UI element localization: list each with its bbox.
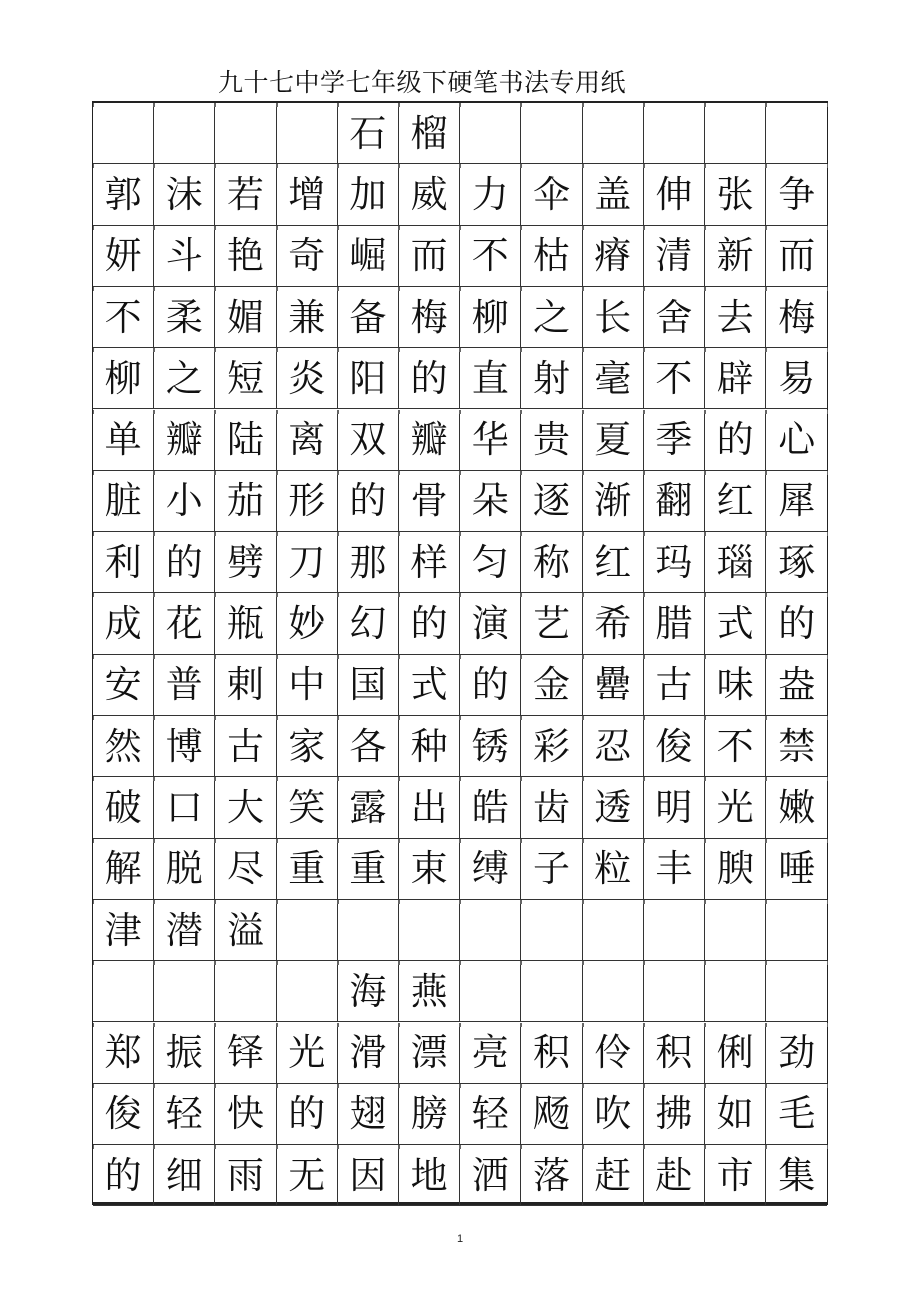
grid-cell: 成 bbox=[93, 593, 154, 654]
grid-row bbox=[93, 777, 826, 838]
grid-cell: 地 bbox=[399, 1145, 460, 1206]
grid-cell: 雨 bbox=[215, 1145, 276, 1206]
grid-row bbox=[93, 103, 826, 164]
grid-cell: 忍 bbox=[583, 716, 644, 777]
grid-cell: 琢 bbox=[766, 532, 827, 593]
page-number: 1 bbox=[456, 1233, 464, 1245]
grid-cell: 粒 bbox=[583, 839, 644, 900]
grid-cell: 艺 bbox=[521, 593, 582, 654]
grid-cell: 盖 bbox=[583, 164, 644, 225]
grid-cell: 短 bbox=[215, 348, 276, 409]
grid-cell: 红 bbox=[705, 471, 766, 532]
grid-cell: 花 bbox=[154, 593, 215, 654]
grid-row bbox=[93, 1084, 826, 1145]
grid-cell: 玛 bbox=[644, 532, 705, 593]
grid-cell: 腴 bbox=[705, 839, 766, 900]
grid-cell: 匀 bbox=[460, 532, 521, 593]
grid-cell-empty bbox=[766, 103, 827, 164]
grid-cell-empty bbox=[338, 900, 399, 961]
grid-cell: 拂 bbox=[644, 1084, 705, 1145]
grid-row bbox=[93, 716, 826, 777]
grid-row bbox=[93, 961, 826, 1022]
grid-cell: 然 bbox=[93, 716, 154, 777]
grid-cell: 瘠 bbox=[583, 226, 644, 287]
grid-cell: 翻 bbox=[644, 471, 705, 532]
grid-cell-empty bbox=[766, 900, 827, 961]
grid-cell-empty bbox=[154, 103, 215, 164]
grid-row bbox=[93, 410, 826, 471]
grid-cell: 刀 bbox=[277, 532, 338, 593]
grid-cell: 笑 bbox=[277, 777, 338, 838]
grid-cell: 力 bbox=[460, 164, 521, 225]
grid-cell-empty bbox=[93, 103, 154, 164]
grid-cell: 因 bbox=[338, 1145, 399, 1206]
grid-cell: 集 bbox=[766, 1145, 827, 1206]
grid-cell: 不 bbox=[705, 716, 766, 777]
grid-cell: 国 bbox=[338, 655, 399, 716]
grid-cell: 吹 bbox=[583, 1084, 644, 1145]
grid-cell: 溢 bbox=[215, 900, 276, 961]
grid-cell: 口 bbox=[154, 777, 215, 838]
grid-cell: 翅 bbox=[338, 1084, 399, 1145]
grid-cell: 快 bbox=[215, 1084, 276, 1145]
grid-cell: 的 bbox=[277, 1084, 338, 1145]
grid-cell: 瑙 bbox=[705, 532, 766, 593]
grid-cell-empty bbox=[644, 900, 705, 961]
grid-cell: 备 bbox=[338, 287, 399, 348]
grid-cell: 轻 bbox=[154, 1084, 215, 1145]
grid-cell: 不 bbox=[644, 348, 705, 409]
grid-cell: 那 bbox=[338, 532, 399, 593]
grid-cell: 细 bbox=[154, 1145, 215, 1206]
grid-cell: 之 bbox=[521, 287, 582, 348]
grid-cell: 各 bbox=[338, 716, 399, 777]
grid-cell: 之 bbox=[154, 348, 215, 409]
grid-cell: 重 bbox=[277, 839, 338, 900]
grid-cell-empty bbox=[521, 900, 582, 961]
grid-cell: 易 bbox=[766, 348, 827, 409]
grid-cell: 奇 bbox=[277, 226, 338, 287]
grid-cell-empty bbox=[215, 103, 276, 164]
grid-cell: 妍 bbox=[93, 226, 154, 287]
grid-cell: 古 bbox=[644, 655, 705, 716]
grid-cell: 阳 bbox=[338, 348, 399, 409]
grid-cell: 季 bbox=[644, 410, 705, 471]
grid-cell-empty bbox=[277, 961, 338, 1022]
grid-cell: 古 bbox=[215, 716, 276, 777]
grid-cell-empty bbox=[399, 900, 460, 961]
grid-cell-empty bbox=[215, 961, 276, 1022]
grid-cell: 膀 bbox=[399, 1084, 460, 1145]
grid-row bbox=[93, 348, 826, 409]
grid-cell: 长 bbox=[583, 287, 644, 348]
grid-cell: 增 bbox=[277, 164, 338, 225]
grid-cell: 郑 bbox=[93, 1023, 154, 1084]
grid-cell: 渐 bbox=[583, 471, 644, 532]
grid-cell: 斗 bbox=[154, 226, 215, 287]
grid-cell: 伞 bbox=[521, 164, 582, 225]
grid-row bbox=[93, 1023, 826, 1084]
grid-row bbox=[93, 1145, 826, 1206]
grid-row bbox=[93, 532, 826, 593]
grid-cell: 茄 bbox=[215, 471, 276, 532]
grid-cell: 的 bbox=[399, 348, 460, 409]
grid-cell-empty bbox=[583, 103, 644, 164]
grid-cell-empty bbox=[705, 103, 766, 164]
grid-cell: 瓣 bbox=[154, 410, 215, 471]
grid-cell: 不 bbox=[460, 226, 521, 287]
grid-cell: 市 bbox=[705, 1145, 766, 1206]
grid-cell: 罍 bbox=[583, 655, 644, 716]
grid-cell: 腊 bbox=[644, 593, 705, 654]
grid-cell: 剌 bbox=[215, 655, 276, 716]
grid-cell: 子 bbox=[521, 839, 582, 900]
grid-cell: 幻 bbox=[338, 593, 399, 654]
grid-cell: 毛 bbox=[766, 1084, 827, 1145]
grid-cell: 皓 bbox=[460, 777, 521, 838]
grid-row bbox=[93, 900, 826, 961]
grid-cell: 称 bbox=[521, 532, 582, 593]
grid-cell: 郭 bbox=[93, 164, 154, 225]
grid-cell-empty bbox=[460, 961, 521, 1022]
grid-cell: 的 bbox=[154, 532, 215, 593]
grid-cell-empty bbox=[644, 961, 705, 1022]
grid-cell: 崛 bbox=[338, 226, 399, 287]
grid-cell: 种 bbox=[399, 716, 460, 777]
grid-cell: 海 bbox=[338, 961, 399, 1022]
grid-cell: 的 bbox=[460, 655, 521, 716]
grid-cell: 燕 bbox=[399, 961, 460, 1022]
grid-cell-empty bbox=[277, 103, 338, 164]
grid-row bbox=[93, 164, 826, 225]
grid-cell: 赴 bbox=[644, 1145, 705, 1206]
grid-cell: 式 bbox=[399, 655, 460, 716]
grid-cell: 光 bbox=[277, 1023, 338, 1084]
grid-cell: 柳 bbox=[460, 287, 521, 348]
grid-cell: 中 bbox=[277, 655, 338, 716]
grid-cell: 艳 bbox=[215, 226, 276, 287]
grid-cell-empty bbox=[154, 961, 215, 1022]
grid-cell: 安 bbox=[93, 655, 154, 716]
grid-cell: 形 bbox=[277, 471, 338, 532]
grid-cell: 双 bbox=[338, 410, 399, 471]
grid-cell: 潜 bbox=[154, 900, 215, 961]
grid-cell: 瓣 bbox=[399, 410, 460, 471]
grid-cell: 露 bbox=[338, 777, 399, 838]
grid-cell: 博 bbox=[154, 716, 215, 777]
grid-cell: 嫩 bbox=[766, 777, 827, 838]
grid-cell: 锈 bbox=[460, 716, 521, 777]
grid-cell: 争 bbox=[766, 164, 827, 225]
grid-cell: 亮 bbox=[460, 1023, 521, 1084]
grid-cell-empty bbox=[277, 900, 338, 961]
grid-cell: 劲 bbox=[766, 1023, 827, 1084]
grid-cell: 沫 bbox=[154, 164, 215, 225]
writing-grid bbox=[92, 101, 828, 1205]
grid-cell-empty bbox=[93, 961, 154, 1022]
grid-cell: 漂 bbox=[399, 1023, 460, 1084]
grid-cell: 束 bbox=[399, 839, 460, 900]
grid-cell-empty bbox=[583, 961, 644, 1022]
grid-cell: 重 bbox=[338, 839, 399, 900]
grid-cell: 离 bbox=[277, 410, 338, 471]
grid-cell: 贵 bbox=[521, 410, 582, 471]
grid-cell: 大 bbox=[215, 777, 276, 838]
grid-cell: 清 bbox=[644, 226, 705, 287]
grid-cell: 破 bbox=[93, 777, 154, 838]
grid-cell: 梅 bbox=[399, 287, 460, 348]
grid-cell: 瓶 bbox=[215, 593, 276, 654]
grid-cell: 辟 bbox=[705, 348, 766, 409]
grid-row bbox=[93, 287, 826, 348]
grid-cell: 唾 bbox=[766, 839, 827, 900]
grid-cell: 积 bbox=[521, 1023, 582, 1084]
grid-cell: 妙 bbox=[277, 593, 338, 654]
grid-cell: 光 bbox=[705, 777, 766, 838]
grid-cell: 飏 bbox=[521, 1084, 582, 1145]
grid-cell: 的 bbox=[766, 593, 827, 654]
grid-cell: 犀 bbox=[766, 471, 827, 532]
grid-cell: 舍 bbox=[644, 287, 705, 348]
grid-cell: 射 bbox=[521, 348, 582, 409]
page-title: 九十七中学七年级下硬笔书法专用纸 bbox=[218, 68, 627, 97]
grid-cell: 伸 bbox=[644, 164, 705, 225]
grid-cell: 盎 bbox=[766, 655, 827, 716]
grid-row bbox=[93, 655, 826, 716]
grid-cell: 媚 bbox=[215, 287, 276, 348]
grid-cell: 陆 bbox=[215, 410, 276, 471]
grid-cell: 脱 bbox=[154, 839, 215, 900]
grid-cell: 劈 bbox=[215, 532, 276, 593]
grid-cell: 的 bbox=[705, 410, 766, 471]
grid-cell: 心 bbox=[766, 410, 827, 471]
grid-cell: 滑 bbox=[338, 1023, 399, 1084]
grid-cell: 彩 bbox=[521, 716, 582, 777]
grid-cell: 式 bbox=[705, 593, 766, 654]
grid-cell: 希 bbox=[583, 593, 644, 654]
grid-row bbox=[93, 593, 826, 654]
grid-cell: 红 bbox=[583, 532, 644, 593]
grid-row bbox=[93, 839, 826, 900]
grid-cell: 炎 bbox=[277, 348, 338, 409]
grid-cell: 家 bbox=[277, 716, 338, 777]
grid-cell: 不 bbox=[93, 287, 154, 348]
grid-cell: 演 bbox=[460, 593, 521, 654]
grid-cell: 无 bbox=[277, 1145, 338, 1206]
grid-cell: 积 bbox=[644, 1023, 705, 1084]
grid-cell: 利 bbox=[93, 532, 154, 593]
grid-cell: 若 bbox=[215, 164, 276, 225]
grid-cell: 解 bbox=[93, 839, 154, 900]
grid-cell: 华 bbox=[460, 410, 521, 471]
grid-cell: 俐 bbox=[705, 1023, 766, 1084]
grid-cell: 振 bbox=[154, 1023, 215, 1084]
grid-cell: 脏 bbox=[93, 471, 154, 532]
grid-row bbox=[93, 226, 826, 287]
grid-cell-empty bbox=[521, 103, 582, 164]
grid-cell: 的 bbox=[93, 1145, 154, 1206]
grid-cell-empty bbox=[766, 961, 827, 1022]
grid-cell: 张 bbox=[705, 164, 766, 225]
grid-cell-empty bbox=[644, 103, 705, 164]
grid-cell: 夏 bbox=[583, 410, 644, 471]
grid-cell: 如 bbox=[705, 1084, 766, 1145]
grid-cell: 铎 bbox=[215, 1023, 276, 1084]
grid-cell: 金 bbox=[521, 655, 582, 716]
grid-cell: 轻 bbox=[460, 1084, 521, 1145]
grid-cell-empty bbox=[583, 900, 644, 961]
grid-cell-empty bbox=[705, 900, 766, 961]
grid-cell-empty bbox=[460, 103, 521, 164]
grid-cell-empty bbox=[521, 961, 582, 1022]
grid-cell: 而 bbox=[399, 226, 460, 287]
grid-cell: 榴 bbox=[399, 103, 460, 164]
grid-cell: 尽 bbox=[215, 839, 276, 900]
grid-cell: 骨 bbox=[399, 471, 460, 532]
grid-cell: 齿 bbox=[521, 777, 582, 838]
grid-cell: 的 bbox=[399, 593, 460, 654]
grid-cell: 枯 bbox=[521, 226, 582, 287]
grid-cell: 石 bbox=[338, 103, 399, 164]
grid-cell: 去 bbox=[705, 287, 766, 348]
grid-cell: 威 bbox=[399, 164, 460, 225]
grid-cell: 朵 bbox=[460, 471, 521, 532]
grid-cell: 缚 bbox=[460, 839, 521, 900]
grid-cell: 小 bbox=[154, 471, 215, 532]
grid-cell: 俊 bbox=[93, 1084, 154, 1145]
grid-cell: 新 bbox=[705, 226, 766, 287]
grid-cell-empty bbox=[705, 961, 766, 1022]
grid-cell: 的 bbox=[338, 471, 399, 532]
grid-cell: 洒 bbox=[460, 1145, 521, 1206]
grid-cell: 伶 bbox=[583, 1023, 644, 1084]
grid-cell: 明 bbox=[644, 777, 705, 838]
grid-cell: 逐 bbox=[521, 471, 582, 532]
grid-cell: 直 bbox=[460, 348, 521, 409]
grid-cell: 单 bbox=[93, 410, 154, 471]
grid-cell: 味 bbox=[705, 655, 766, 716]
grid-cell: 毫 bbox=[583, 348, 644, 409]
grid-cell: 津 bbox=[93, 900, 154, 961]
grid-cell: 样 bbox=[399, 532, 460, 593]
grid-cell: 透 bbox=[583, 777, 644, 838]
grid-row bbox=[93, 471, 826, 532]
grid-cell: 兼 bbox=[277, 287, 338, 348]
grid-cell: 禁 bbox=[766, 716, 827, 777]
grid-cell: 普 bbox=[154, 655, 215, 716]
grid-cell: 而 bbox=[766, 226, 827, 287]
grid-cell: 俊 bbox=[644, 716, 705, 777]
grid-cell: 落 bbox=[521, 1145, 582, 1206]
grid-cell: 柳 bbox=[93, 348, 154, 409]
grid-cell: 梅 bbox=[766, 287, 827, 348]
grid-cell-empty bbox=[460, 900, 521, 961]
grid-cell: 加 bbox=[338, 164, 399, 225]
grid-cell: 赶 bbox=[583, 1145, 644, 1206]
grid-cell: 出 bbox=[399, 777, 460, 838]
grid-cell: 柔 bbox=[154, 287, 215, 348]
grid-cell: 丰 bbox=[644, 839, 705, 900]
